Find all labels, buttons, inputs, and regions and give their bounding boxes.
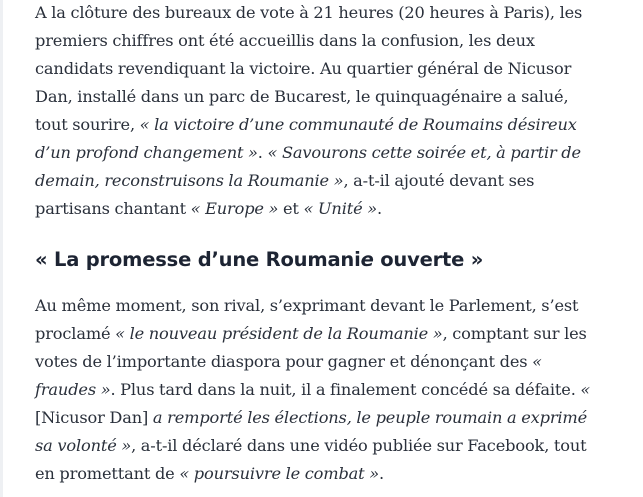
paragraph-text: , comptant sur les votes de l’importante diaspora pour gagner et dénonçant des xyxy=(35,324,587,371)
quote-unite: « Unité » xyxy=(303,199,377,218)
paragraph-text: A la clôture des bureaux de vote à 21 heures (20 heures à Paris), les premiers chiffres ont été accueillis dans la confusion, les deux candidats revendiquant la victoire. Au quartier général de Nicusor Dan, installé dans un parc de Bucarest, le quinquagénaire a salué, tout sourire, xyxy=(35,3,583,134)
quote-open-mark: « xyxy=(580,380,591,399)
section-subheading xyxy=(35,245,483,275)
subheading-text-end: ouverte » xyxy=(373,248,484,271)
quote-fraudes: « fraudes » xyxy=(35,352,542,399)
paragraph-text: , a-t-il ajouté devant ses partisans chantant xyxy=(35,171,535,218)
left-border xyxy=(0,0,3,497)
paragraph-election-night xyxy=(35,0,595,223)
paragraph-text: . Plus tard dans la nuit, il a finalement concédé sa défaite. xyxy=(110,380,581,399)
paragraph-text: . xyxy=(257,143,268,162)
paragraph-rival xyxy=(35,292,595,488)
quote-rebuild: « Savourons cette soirée et, à partir de demain, reconstruisons la Roumanie » xyxy=(35,143,581,190)
quote-bracket-name: [Nicusor Dan] xyxy=(35,408,153,427)
paragraph-text: , a-t-il déclaré dans une vidéo publiée sur Facebook, tout en promettant de xyxy=(35,436,587,483)
paragraph-text: et xyxy=(278,199,304,218)
subheading-text: « La promesse d’une Roumani xyxy=(35,248,361,271)
subheading-italic-letter: e xyxy=(360,248,374,271)
quote-europe: « Europe » xyxy=(190,199,279,218)
quote-new-president: « le nouveau président de la Roumanie » xyxy=(115,324,443,343)
quote-victory: « la victoire d’une communauté de Roumains désireux d’un profond changement » xyxy=(35,115,577,162)
paragraph-text: Au même moment, son rival, s’exprimant devant le Parlement, s’est proclamé xyxy=(35,296,579,343)
paragraph-text: . xyxy=(378,464,384,483)
quote-concession: a remporté les élections, le peuple roumain a exprimé sa volonté » xyxy=(35,408,588,455)
paragraph-text: . xyxy=(376,199,382,218)
quote-combat: « poursuivre le combat » xyxy=(179,464,379,483)
